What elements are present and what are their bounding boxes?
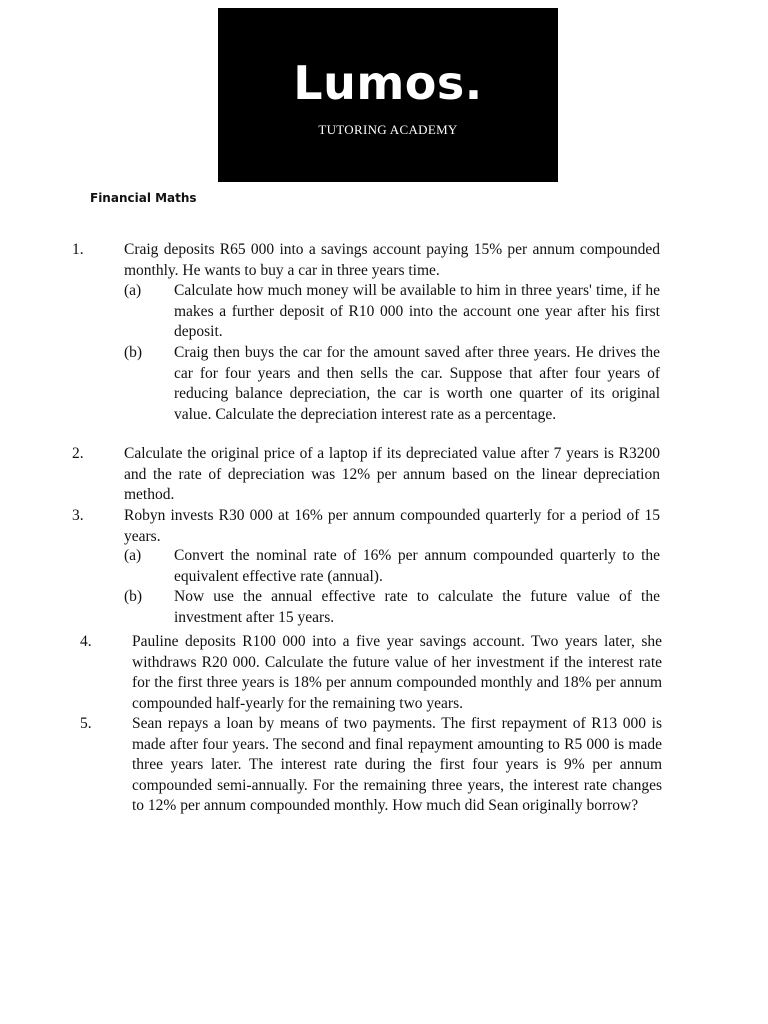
part-label: (a) xyxy=(124,282,142,299)
brand-wordmark: Lumos. xyxy=(293,56,483,110)
part-text: Calculate how much money will be available to him in three years' time, if he makes a further deposit of R10 000 into the account one year after his first deposit. xyxy=(174,282,660,340)
question-text: Pauline deposits R100 000 into a five year savings account. Two years later, she withdraws R20 000. Calculate the future value of her investment if the interest rate for the first three years is 18% per annum compounded monthly and 18% per annum compounded half-yearly for the remaining two years. xyxy=(132,633,662,712)
question-text: Robyn invests R30 000 at 16% per annum compounded quarterly for a period of 15 years. xyxy=(124,507,660,545)
part-text: Convert the nominal rate of 16% per annum compounded quarterly to the equivalent effective rate (annual). xyxy=(174,547,660,585)
question-text: Sean repays a loan by means of two payments. The first repayment of R13 000 is made after four years. The second and final repayment amounting to R5 000 is made three years later. The interest rate during the first four years is 9% per annum compounded semi-annually. For the remaining three years, the interest rate changes to 12% per annum compounded monthly. How much did Sean originally borrow? xyxy=(132,715,662,814)
question-number: 1. xyxy=(72,241,84,258)
question-number: 5. xyxy=(80,715,92,732)
question-number: 4. xyxy=(80,633,92,650)
brand-tagline: TUTORING ACADEMY xyxy=(318,122,458,137)
logo-banner xyxy=(218,8,558,182)
part-label: (b) xyxy=(124,344,143,361)
part-label: (b) xyxy=(124,588,143,605)
part-text: Craig then buys the car for the amount saved after three years. He drives the car for four years and then sells the car. Suppose that after four years of reducing balance depreciation, the car is worth one quarter of its original value. Calculate the depreciation interest rate as a percentage. xyxy=(174,344,660,423)
part-text: Now use the annual effective rate to calculate the future value of the investment after 15 years. xyxy=(174,588,660,626)
question-text: Craig deposits R65 000 into a savings account paying 15% per annum compounded monthly. He wants to buy a car in three years time. xyxy=(124,241,660,279)
question-number: 3. xyxy=(72,507,84,524)
section-title: Financial Maths xyxy=(90,191,197,205)
question-text: Calculate the original price of a laptop if its depreciated value after 7 years is R3200 and the rate of depreciation was 12% per annum based on the linear depreciation method. xyxy=(124,445,660,503)
question-number: 2. xyxy=(72,445,84,462)
part-label: (a) xyxy=(124,547,142,564)
